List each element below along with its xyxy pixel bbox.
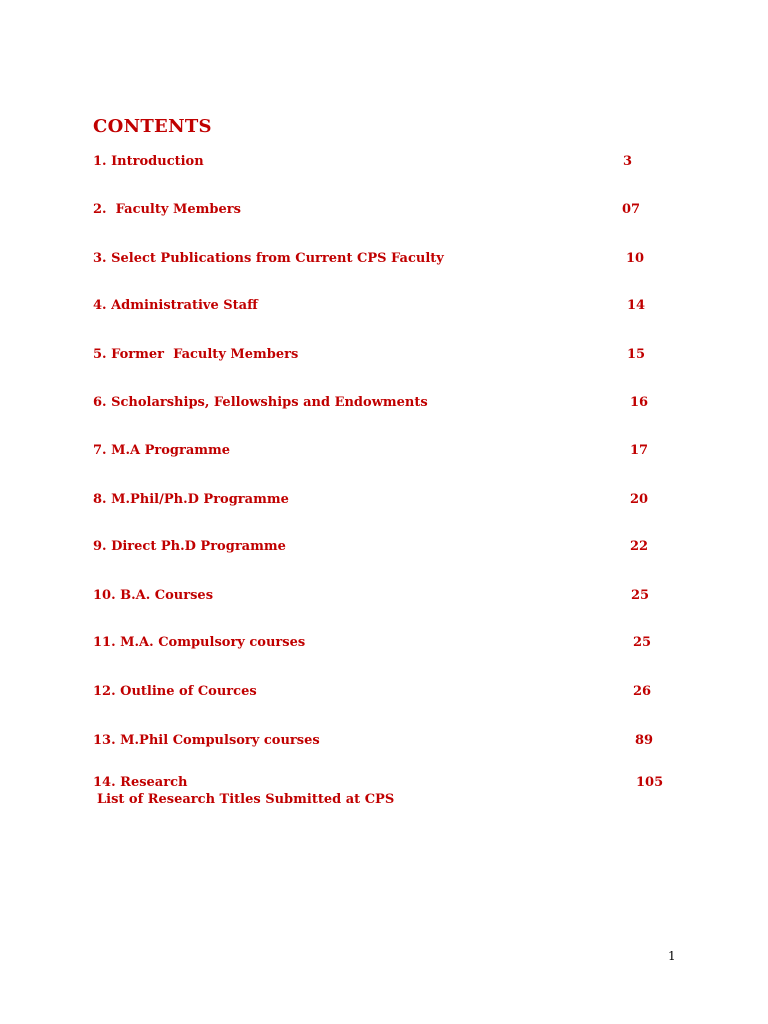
toc-entry-label: 1. Introduction (93, 154, 204, 169)
toc-entry-page: 3 (623, 154, 633, 169)
toc-entry-research (93, 775, 693, 815)
toc-entry-ba-courses (93, 588, 693, 608)
toc-entry-page: 17 (630, 443, 649, 458)
page-number: 1 (668, 949, 676, 963)
toc-entry-mphil-phd-programme (93, 492, 693, 512)
toc-entry-label: 7. M.A Programme (93, 443, 231, 458)
toc-entry-label: 8. M.Phil/Ph.D Programme (93, 492, 289, 507)
toc-entry-label: 5. Former Faculty Members (93, 347, 299, 362)
toc-entry-label: 12. Outline of Cources (93, 684, 257, 699)
toc-entry-introduction (93, 154, 693, 174)
toc-entry-page: 25 (633, 635, 652, 650)
toc-entry-label: 6. Scholarships, Fellowships and Endowments (93, 395, 428, 410)
toc-entry-page: 89 (635, 733, 654, 748)
toc-entry-label: 4. Administrative Staff (93, 298, 258, 313)
toc-entry-outline-of-cources (93, 684, 693, 704)
toc-entry-page: 20 (630, 492, 649, 507)
toc-entry-scholarships (93, 395, 693, 415)
toc-entry-page: 22 (630, 539, 649, 554)
toc-entry-label: 14. Research (93, 775, 188, 790)
toc-entry-label: 9. Direct Ph.D Programme (93, 539, 286, 554)
toc-entry-label: 2. Faculty Members (93, 202, 241, 217)
toc-entry-page: 14 (627, 298, 646, 313)
toc-entry-ma-programme (93, 443, 693, 463)
toc-entry-page: 26 (633, 684, 652, 699)
toc-entry-page: 10 (626, 251, 645, 266)
toc-entry-page: 105 (636, 775, 664, 790)
toc-entry-ma-compulsory-courses (93, 635, 693, 655)
toc-entry-direct-phd-programme (93, 539, 693, 559)
page-title: CONTENTS (93, 116, 212, 137)
toc-entry-label: 3. Select Publications from Current CPS Faculty (93, 251, 444, 266)
toc-entry-page: 15 (627, 347, 646, 362)
toc-entry-page: 16 (630, 395, 649, 410)
toc-entry-page: 07 (622, 202, 641, 217)
toc-entry-label: 10. B.A. Courses (93, 588, 214, 603)
toc-entry-former-faculty (93, 347, 693, 367)
toc-entry-page: 25 (631, 588, 650, 603)
toc-entry-label: 13. M.Phil Compulsory courses (93, 733, 320, 748)
toc-entry-select-publications (93, 251, 693, 271)
toc-entry-label: 11. M.A. Compulsory courses (93, 635, 306, 650)
toc-entry-sublabel: List of Research Titles Submitted at CPS (97, 792, 395, 807)
toc-entry-mphil-compulsory-courses (93, 733, 693, 753)
toc-entry-faculty-members (93, 202, 693, 222)
toc-entry-administrative-staff (93, 298, 693, 318)
